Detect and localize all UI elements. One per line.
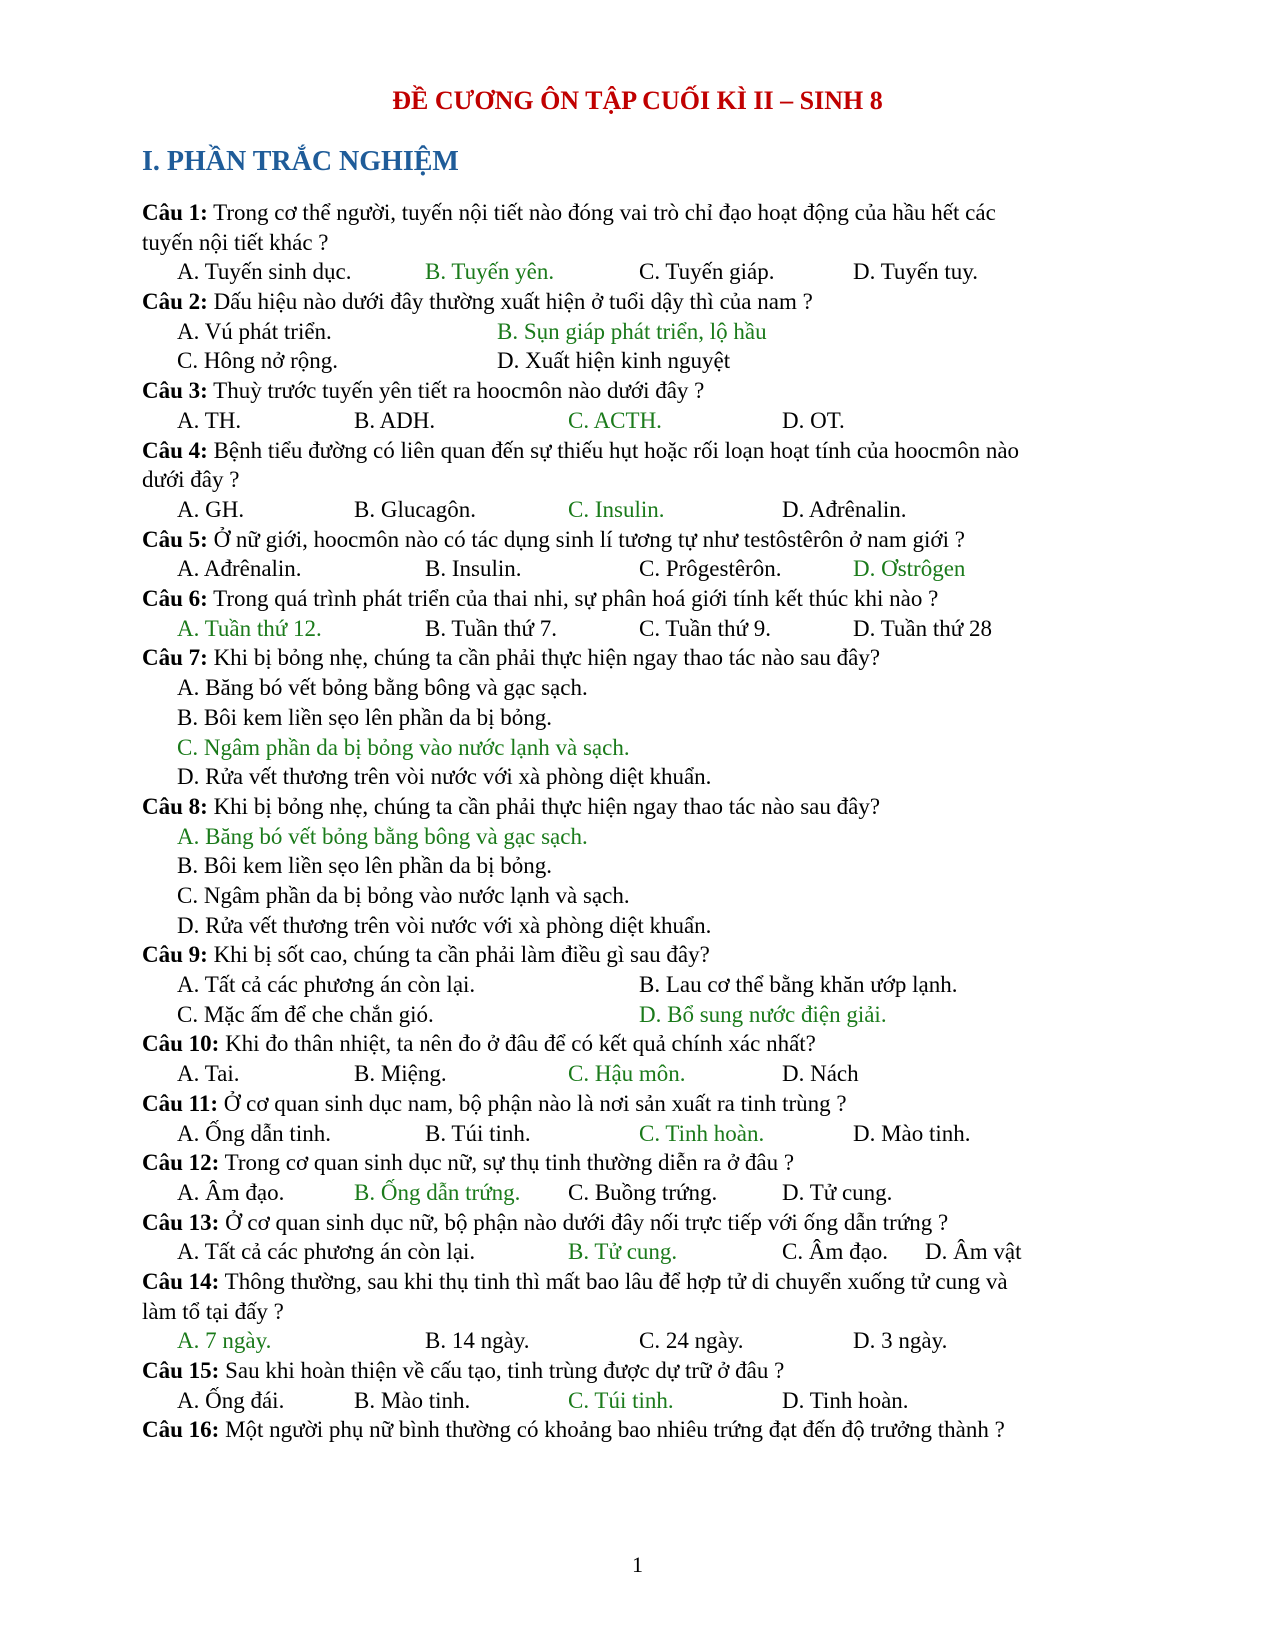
- question-text: tuyến nội tiết khác ?: [142, 229, 329, 255]
- question-text: Trong quá trình phát triển của thai nhi, sự phân hoá giới tính kết thúc khi nào ?: [213, 586, 939, 612]
- answer-options-row: [142, 703, 1142, 733]
- question-text-line: [142, 287, 1142, 317]
- question-text-line: [142, 1415, 1142, 1445]
- answer-options-row: [142, 1386, 1142, 1416]
- answer-options-row: [142, 911, 1142, 941]
- answer-options-row: [142, 554, 1142, 584]
- question-item: [142, 1415, 1142, 1445]
- answer-option: C. Prôgestêrôn.: [639, 556, 782, 582]
- answer-option: D. Rửa vết thương trên vòi nước với xà phòng diệt khuẩn.: [177, 764, 712, 790]
- answer-option: D. Âm vật: [925, 1239, 1022, 1265]
- question-text-line: [142, 792, 1142, 822]
- question-label: Câu 13:: [142, 1209, 220, 1235]
- answer-option: D. Tinh hoàn.: [782, 1387, 909, 1413]
- answer-option: A. Tất cả các phương án còn lại.: [177, 972, 476, 998]
- question-label: Câu 9:: [142, 942, 208, 968]
- question-label: Câu 15:: [142, 1358, 220, 1384]
- answer-option: D. Tuần thứ 28: [853, 615, 992, 641]
- question-label: Câu 4:: [142, 437, 208, 463]
- answer-options-row: [142, 614, 1142, 644]
- question-item: [142, 1208, 1142, 1267]
- question-item: [142, 792, 1142, 940]
- question-label: Câu 1:: [142, 200, 208, 225]
- answer-option: A. Vú phát triển.: [177, 318, 332, 344]
- question-label: Câu 7:: [142, 645, 208, 671]
- question-text: Khi bị bỏng nhẹ, chúng ta cần phải thực hiện ngay thao tác nào sau đây?: [213, 645, 881, 671]
- question-text-line: [142, 1356, 1142, 1386]
- question-label: Câu 14:: [142, 1268, 220, 1294]
- answer-option-correct: B. Sụn giáp phát triển, lộ hầu: [497, 318, 767, 344]
- answer-option-correct: C. ACTH.: [568, 407, 662, 433]
- page-number: 1: [632, 1552, 643, 1577]
- answer-options-row: [142, 881, 1142, 911]
- question-item: [142, 643, 1142, 791]
- question-label: Câu 8:: [142, 793, 208, 819]
- answer-option-correct: C. Hậu môn.: [568, 1061, 686, 1087]
- question-label: Câu 16:: [142, 1417, 220, 1443]
- question-text-line: [142, 465, 1142, 495]
- question-label: Câu 6:: [142, 586, 208, 612]
- question-text: Bệnh tiểu đường có liên quan đến sự thiếu hụt hoặc rối loạn hoạt tính của hoocmôn nào: [213, 437, 1020, 463]
- question-text: Trong cơ thể người, tuyến nội tiết nào đóng vai trò chỉ đạo hoạt động của hầu hết các: [213, 200, 996, 225]
- answer-option-correct: C. Ngâm phần da bị bỏng vào nước lạnh và sạch.: [177, 734, 630, 760]
- answer-options-row: [142, 1326, 1142, 1356]
- answer-options-row: [142, 1000, 1142, 1030]
- answer-option: D. Rửa vết thương trên vòi nước với xà phòng diệt khuẩn.: [177, 912, 712, 938]
- question-item: [142, 198, 1142, 287]
- question-text: Một người phụ nữ bình thường có khoảng bao nhiêu trứng đạt đến độ trưởng thành ?: [225, 1417, 1005, 1443]
- answer-option-correct: A. Băng bó vết bỏng bằng bông và gạc sạch.: [177, 823, 588, 849]
- answer-option-correct: D. Bổ sung nước điện giải.: [639, 1001, 887, 1027]
- answer-option: A. Âm đạo.: [177, 1179, 285, 1205]
- answer-options-row: [142, 1237, 1142, 1267]
- answer-option: D. Mào tinh.: [853, 1120, 971, 1146]
- question-text-line: [142, 584, 1142, 614]
- answer-option: D. 3 ngày.: [853, 1328, 948, 1354]
- answer-option: C. Âm đạo.: [782, 1239, 889, 1265]
- question-text-line: [142, 940, 1142, 970]
- answer-options-row: [142, 1178, 1142, 1208]
- question-item: [142, 525, 1142, 584]
- answer-option: D. Ađrênalin.: [782, 496, 907, 522]
- answer-options-row: [142, 1119, 1142, 1149]
- answer-options-row: [142, 673, 1142, 703]
- answer-option: B. Túi tinh.: [425, 1120, 531, 1146]
- question-label: Câu 2:: [142, 289, 208, 315]
- answer-option: C. Tuần thứ 9.: [639, 615, 771, 641]
- answer-option: C. 24 ngày.: [639, 1328, 744, 1354]
- answer-option: B. Tuần thứ 7.: [425, 615, 557, 641]
- answer-option: A. Tai.: [177, 1061, 240, 1087]
- answer-option-correct: A. Tuần thứ 12.: [177, 615, 322, 641]
- answer-options-row: [142, 346, 1142, 376]
- answer-option: B. Insulin.: [425, 556, 522, 582]
- question-text: Ở nữ giới, hoocmôn nào có tác dụng sinh lí tương tự như testôstêrôn ở nam giới ?: [213, 526, 965, 552]
- answer-options-row: [142, 970, 1142, 1000]
- question-text: Ở cơ quan sinh dục nữ, bộ phận nào dưới đây nối trực tiếp với ống dẫn trứng ?: [225, 1209, 949, 1235]
- answer-option: A. Ống dẫn tinh.: [177, 1120, 331, 1146]
- question-label: Câu 10:: [142, 1031, 220, 1057]
- question-text-line: [142, 525, 1142, 555]
- question-text-line: [142, 436, 1142, 466]
- question-text-line: [142, 1297, 1142, 1327]
- answer-options-row: [142, 257, 1142, 287]
- answer-options-row: [142, 733, 1142, 763]
- question-item: [142, 287, 1142, 376]
- answer-options-row: [142, 851, 1142, 881]
- document-title: ĐỀ CƯƠNG ÔN TẬP CUỐI KÌ II – SINH 8: [392, 86, 883, 115]
- question-item: [142, 1148, 1142, 1207]
- question-item: [142, 1089, 1142, 1148]
- question-label: Câu 3:: [142, 378, 208, 404]
- answer-option: B. Miệng.: [354, 1061, 447, 1087]
- answer-option: C. Mặc ấm để che chắn gió.: [177, 1001, 434, 1027]
- answer-option-correct: C. Túi tinh.: [568, 1387, 674, 1413]
- answer-option: B. Glucagôn.: [354, 496, 477, 522]
- question-text-line: [142, 198, 1142, 228]
- answer-option: C. Tuyến giáp.: [639, 259, 775, 285]
- answer-option: A. Ađrênalin.: [177, 556, 302, 582]
- question-text: Ở cơ quan sinh dục nam, bộ phận nào là nơi sản xuất ra tinh trùng ?: [223, 1090, 847, 1116]
- answer-option: C. Hông nở rộng.: [177, 348, 339, 374]
- question-text-line: [142, 643, 1142, 673]
- answer-option-correct: B. Tử cung.: [568, 1239, 678, 1265]
- question-text-line: [142, 1089, 1142, 1119]
- answer-option: A. Tuyến sinh dục.: [177, 259, 352, 285]
- question-text: Sau khi hoàn thiện về cấu tạo, tinh trùng được dự trữ ở đâu ?: [225, 1358, 785, 1384]
- section-heading: I. PHẦN TRẮC NGHIỆM: [142, 146, 459, 177]
- answer-option: D. Xuất hiện kinh nguyệt: [497, 348, 731, 374]
- answer-option: D. Tuyến tuy.: [853, 259, 979, 285]
- answer-option-correct: B. Tuyến yên.: [425, 259, 555, 285]
- question-text: Thông thường, sau khi thụ tinh thì mất bao lâu để hợp tử di chuyển xuống tử cung và: [224, 1268, 1008, 1294]
- question-label: Câu 11:: [142, 1090, 219, 1116]
- question-label: Câu 12:: [142, 1150, 220, 1176]
- question-text-line: [142, 228, 1142, 258]
- question-text: Khi bị sốt cao, chúng ta cần phải làm điều gì sau đây?: [213, 942, 710, 968]
- question-text: làm tổ tại đấy ?: [142, 1298, 284, 1324]
- question-text-line: [142, 1208, 1142, 1238]
- question-text-line: [142, 376, 1142, 406]
- question-item: [142, 1267, 1142, 1356]
- answer-option: A. Tất cả các phương án còn lại.: [177, 1239, 476, 1265]
- answer-option: C. Ngâm phần da bị bỏng vào nước lạnh và sạch.: [177, 882, 630, 908]
- answer-option: B. Bôi kem liền sẹo lên phần da bị bỏng.: [177, 704, 552, 730]
- answer-option-correct: D. Ơstrôgen: [853, 556, 966, 582]
- answer-option: B. 14 ngày.: [425, 1328, 530, 1354]
- answer-option: A. Băng bó vết bỏng bằng bông và gạc sạch.: [177, 675, 588, 701]
- answer-options-row: [142, 762, 1142, 792]
- answer-option: B. ADH.: [354, 407, 436, 433]
- question-text: Khi đo thân nhiệt, ta nên đo ở đâu để có kết quả chính xác nhất?: [225, 1031, 816, 1057]
- answer-options-row: [142, 1059, 1142, 1089]
- question-item: [142, 584, 1142, 643]
- answer-option: B. Bôi kem liền sẹo lên phần da bị bỏng.: [177, 853, 552, 879]
- question-text: dưới đây ?: [142, 467, 240, 493]
- question-item: [142, 376, 1142, 435]
- question-text: Thuỳ trước tuyến yên tiết ra hoocmôn nào dưới đây ?: [213, 378, 705, 404]
- answer-option: C. Buồng trứng.: [568, 1179, 718, 1205]
- answer-option: D. OT.: [782, 407, 845, 433]
- answer-option-correct: B. Ống dẫn trứng.: [354, 1179, 521, 1205]
- answer-options-row: [142, 822, 1142, 852]
- answer-option: B. Lau cơ thể bằng khăn ướp lạnh.: [639, 972, 958, 998]
- answer-options-row: [142, 317, 1142, 347]
- question-item: [142, 1356, 1142, 1415]
- question-text-line: [142, 1148, 1142, 1178]
- answer-option-correct: C. Insulin.: [568, 496, 665, 522]
- answer-option: A. TH.: [177, 407, 242, 433]
- answer-option: A. Ống đái.: [177, 1387, 285, 1413]
- answer-option: D. Nách: [782, 1061, 859, 1087]
- question-text: Dấu hiệu nào dưới đây thường xuất hiện ở tuổi dậy thì của nam ?: [213, 289, 813, 315]
- answer-option: A. GH.: [177, 496, 245, 522]
- question-item: [142, 940, 1142, 1029]
- answer-options-row: [142, 495, 1142, 525]
- answer-option: B. Mào tinh.: [354, 1387, 471, 1413]
- answer-options-row: [142, 406, 1142, 436]
- question-list: [142, 198, 1142, 1445]
- question-item: [142, 1029, 1142, 1088]
- question-label: Câu 5:: [142, 526, 208, 552]
- question-text: Khi bị bỏng nhẹ, chúng ta cần phải thực hiện ngay thao tác nào sau đây?: [213, 793, 881, 819]
- question-text-line: [142, 1267, 1142, 1297]
- question-text-line: [142, 1029, 1142, 1059]
- answer-option-correct: C. Tinh hoàn.: [639, 1120, 765, 1146]
- question-item: [142, 436, 1142, 525]
- question-text: Trong cơ quan sinh dục nữ, sự thụ tinh thường diễn ra ở đâu ?: [224, 1150, 795, 1176]
- answer-option: D. Tử cung.: [782, 1179, 893, 1205]
- answer-option-correct: A. 7 ngày.: [177, 1328, 272, 1354]
